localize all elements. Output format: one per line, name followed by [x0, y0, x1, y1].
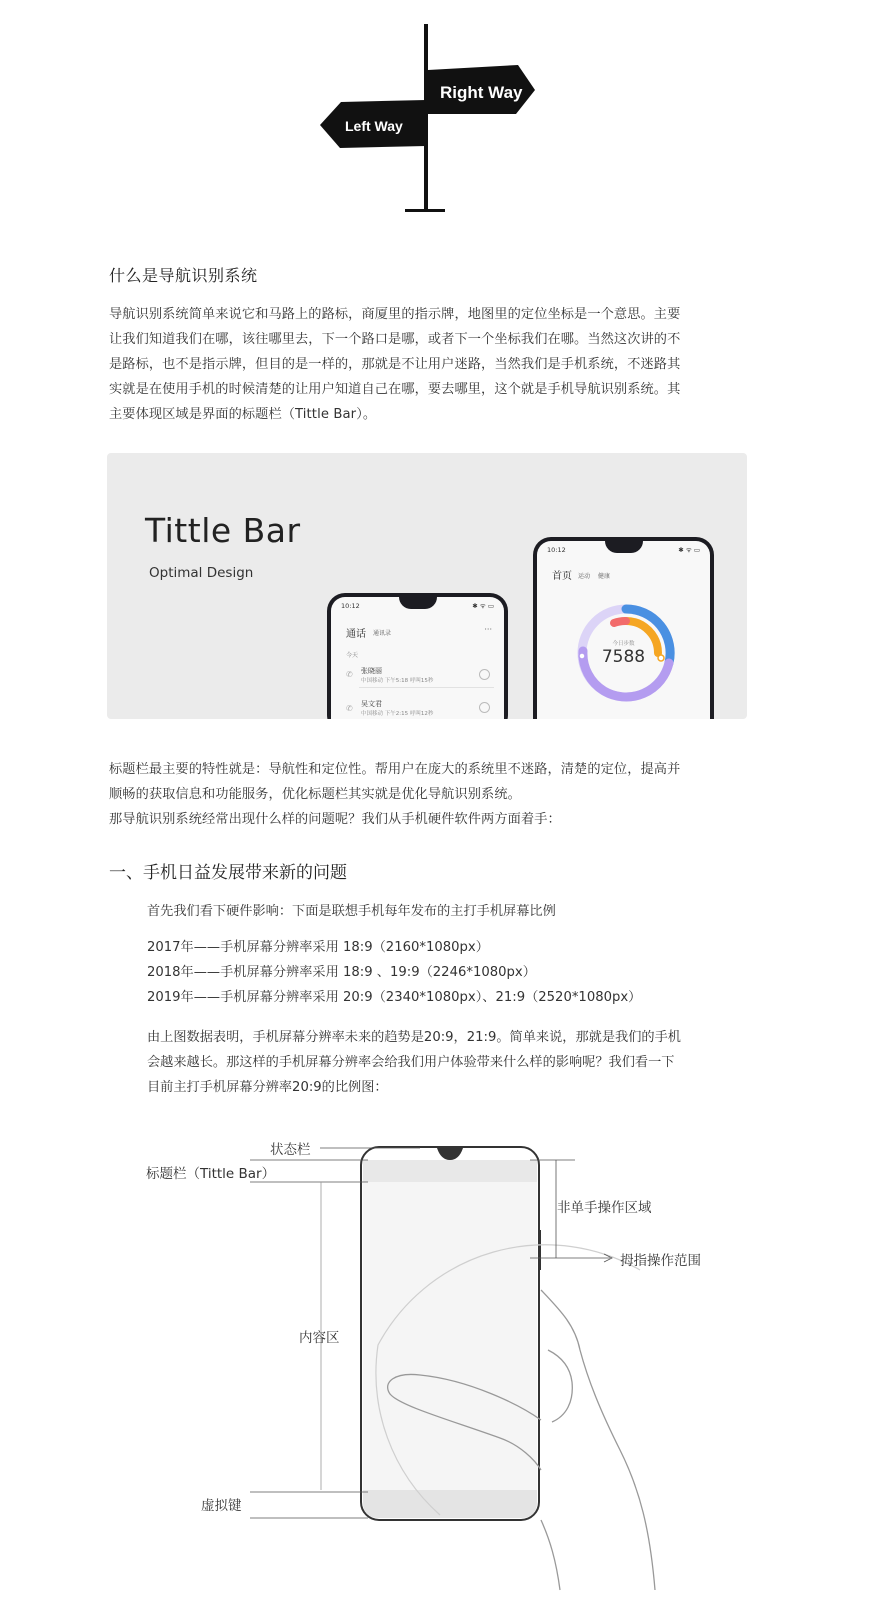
- non-one-hand-label: 非单手操作区域: [557, 1200, 652, 1216]
- ring-red-arc: [614, 621, 626, 623]
- intro-line: 是路标，也不是指示牌，但目的是一样的，那就是不让用户迷路，当然我们是手机系统，不迷路其: [109, 357, 681, 372]
- resolution-list: [147, 935, 747, 1010]
- hand-outline: [541, 1290, 655, 1590]
- thumb-outline: [548, 1350, 572, 1422]
- hardware-intro: [147, 899, 747, 924]
- contact-detail: 中国移动 下午5:18 呼叫15秒: [361, 678, 434, 684]
- calls-title: 通话: [346, 629, 366, 640]
- phone-mockup-calls: [327, 593, 508, 719]
- intro-line: 主要体现区域是界面的标题栏（Tittle Bar）。: [109, 407, 377, 422]
- diagram-drawing: [0, 1120, 871, 1600]
- paragraph-line: 顺畅的获取信息和功能服务，优化标题栏其实就是优化导航识别系统。: [109, 787, 521, 802]
- status-icons: ✱ ᯤ ▭: [472, 602, 494, 610]
- intro-line: 实就是在使用手机的时候清楚的让用户知道自己在哪，要去哪里，这个就是手机导航识别系统。其: [109, 382, 681, 397]
- intro-title: 什么是导航识别系统: [109, 266, 258, 285]
- phone-icon: ✆: [346, 704, 353, 713]
- tittle-bar-banner: [107, 453, 747, 719]
- title-bar-band: [363, 1160, 537, 1182]
- divider: [359, 687, 494, 688]
- summary-line: 由上图数据表明，手机屏幕分辨率未来的趋势是20:9，21:9。简单来说，那就是我们的手机: [147, 1030, 681, 1045]
- status-bar-label: 状态栏: [270, 1142, 311, 1158]
- resolution-item: 2019年——手机屏幕分辨率采用 20:9（2340*1080px）、21:9（2520*1080px）: [147, 990, 642, 1005]
- sport-tab: 运动: [578, 573, 591, 580]
- phone-screen: [331, 597, 504, 719]
- status-time: 10:12: [341, 602, 360, 610]
- banner-subtitle: Optimal Design: [149, 565, 254, 581]
- phone-screen: [537, 541, 710, 719]
- palm-outline: [541, 1520, 560, 1590]
- phone-notch: [399, 597, 437, 609]
- home-title: 首页: [552, 571, 572, 582]
- health-tab: 健康: [598, 573, 611, 580]
- phone-mockup-steps: [533, 537, 714, 719]
- intro-paragraph: [109, 302, 749, 427]
- section-heading: 一、手机日益发展带来新的问题: [109, 863, 347, 883]
- resolution-item: 2018年——手机屏幕分辨率采用 18:9 、19:9（2246*1080px）: [147, 965, 536, 980]
- contacts-tab: 通讯录: [373, 630, 392, 637]
- signpost-base: [405, 209, 445, 212]
- summary-line: 会越来越长。那这样的手机屏幕分辨率会给我们用户体验带来什么样的影响呢？我们看一下: [147, 1055, 675, 1070]
- paragraph-line: 那导航识别系统经常出现什么样的问题呢？我们从手机硬件软件两方面着手：: [109, 812, 561, 827]
- resolution-item: 2017年——手机屏幕分辨率采用 18:9（2160*1080px）: [147, 940, 489, 955]
- intro-line: 让我们知道我们在哪，该往哪里去，下一个路口是哪，或者下一个坐标我们在哪。当然这次讲的不: [109, 332, 681, 347]
- steps-label: 今日步数: [612, 641, 635, 647]
- phone-notch: [605, 541, 643, 553]
- left-way-label: Left Way: [345, 118, 403, 134]
- title-bar-paragraph: [109, 757, 749, 832]
- contact-name: 吴文君: [361, 700, 382, 708]
- status-time: 10:12: [547, 546, 566, 554]
- content-area-label: 内容区: [299, 1330, 340, 1346]
- title-bar-label: 标题栏（Tittle Bar）: [146, 1166, 276, 1182]
- paragraph-line: 标题栏最主要的特性就是：导航性和定位性。帮用户在庞大的系统里不迷路，清楚的定位，提高并: [109, 762, 681, 777]
- contact-detail: 中国移动 下午2:15 呼叫12秒: [361, 711, 434, 717]
- virtual-keys-label: 虚拟键: [201, 1498, 242, 1514]
- right-way-label: Right Way: [440, 83, 523, 102]
- section-label: 今天: [346, 652, 359, 659]
- signpost-illustration: [315, 22, 540, 217]
- info-icon: [479, 669, 490, 680]
- summary-paragraph: [147, 1025, 747, 1100]
- screen-ratio-diagram: [0, 1120, 871, 1600]
- steps-value: 7588: [601, 647, 646, 667]
- more-menu-icon: ···: [484, 625, 492, 634]
- hardware-intro-line: 首先我们看下硬件影响：下面是联想手机每年发布的主打手机屏幕比例: [147, 904, 556, 919]
- intro-line: 导航识别系统简单来说它和马路上的路标，商厦里的指示牌，地图里的定位坐标是一个意思。主要: [109, 307, 681, 322]
- info-icon: [479, 702, 490, 713]
- virtual-keys-band: [363, 1490, 537, 1518]
- phone-icon: ✆: [346, 670, 353, 679]
- summary-line: 目前主打手机屏幕分辨率20:9的比例图：: [147, 1080, 388, 1095]
- contact-name: 张晓丽: [361, 667, 382, 675]
- banner-title: Tittle Bar: [145, 511, 301, 550]
- side-button: [538, 1230, 541, 1270]
- thumb-range-label: 拇指操作范围: [620, 1253, 701, 1269]
- status-icons: ✱ ᯤ ▭: [678, 546, 700, 554]
